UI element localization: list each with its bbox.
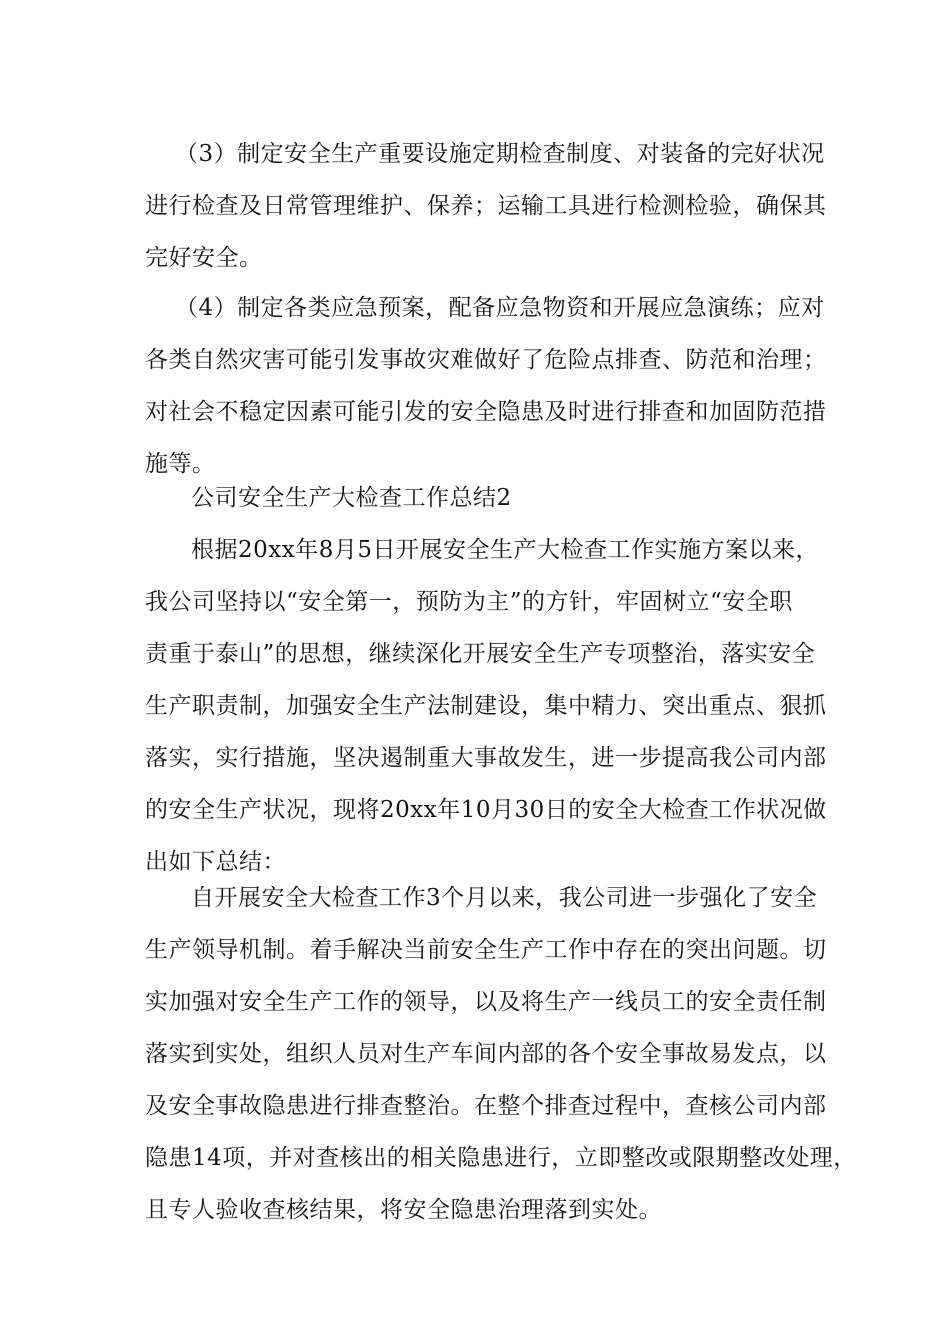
paragraph-line: 生产领导机制。着手解决当前安全生产工作中存在的突出问题。切 — [145, 937, 827, 963]
paragraph-line: 施等。 — [145, 451, 216, 477]
section-heading-block — [145, 472, 815, 524]
paragraph-line: 生产职责制，加强安全生产法制建设，集中精力、突出重点、狠抓 — [145, 693, 827, 719]
paragraph-line: 进行检查及日常管理维护、保养；运输工具进行检测检验，确保其 — [145, 193, 827, 219]
paragraph-line: 完好安全。 — [145, 245, 263, 271]
section-heading: 公司安全生产大检查工作总结2 — [191, 485, 512, 511]
paragraph-line: 及安全事故隐患进行排查整治。在整个排查过程中，查核公司内部 — [145, 1093, 827, 1119]
paragraph-line: 责重于泰山”的思想，继续深化开展安全生产专项整治，落实安全 — [145, 641, 816, 667]
paragraph-line: （3）制定安全生产重要设施定期检查制度、对装备的完好状况 — [175, 141, 825, 167]
paragraph-line: 根据20xx年8月5日开展安全生产大检查工作实施方案以来， — [191, 537, 819, 563]
paragraph-line: 落实，实行措施，坚决遏制重大事故发生，进一步提高我公司内部 — [145, 745, 827, 771]
paragraph-line: 隐患14项，并对查核出的相关隐患进行，立即整改或限期整改处理， — [145, 1145, 857, 1171]
paragraph-line: 实加强对安全生产工作的领导，以及将生产一线员工的安全责任制 — [145, 989, 827, 1015]
paragraph-line: （4）制定各类应急预案，配备应急物资和开展应急演练；应对 — [175, 295, 825, 321]
paragraph-intro — [145, 524, 827, 888]
paragraph-line: 我公司坚持以“安全第一，预防为主”的方针，牢固树立“安全职 — [145, 589, 793, 615]
paragraph-line: 的安全生产状况，现将20xx年10月30日的安全大检查工作状况做 — [145, 797, 827, 823]
paragraph-item-4 — [145, 282, 827, 490]
paragraph-line: 各类自然灾害可能引发事故灾难做好了危险点排查、防范和治理； — [145, 347, 827, 373]
paragraph-line: 出如下总结： — [145, 849, 286, 875]
paragraph-item-3 — [145, 128, 827, 284]
paragraph-line: 对社会不稳定因素可能引发的安全隐患及时进行排查和加固防范措 — [145, 399, 827, 425]
paragraph-line: 落实到实处，组织人员对生产车间内部的各个安全事故易发点，以 — [145, 1041, 827, 1067]
paragraph-line: 且专人验收查核结果，将安全隐患治理落到实处。 — [145, 1197, 662, 1223]
paragraph-line: 自开展安全大检查工作3个月以来，我公司进一步强化了安全 — [191, 885, 818, 911]
paragraph-body — [145, 872, 857, 1236]
